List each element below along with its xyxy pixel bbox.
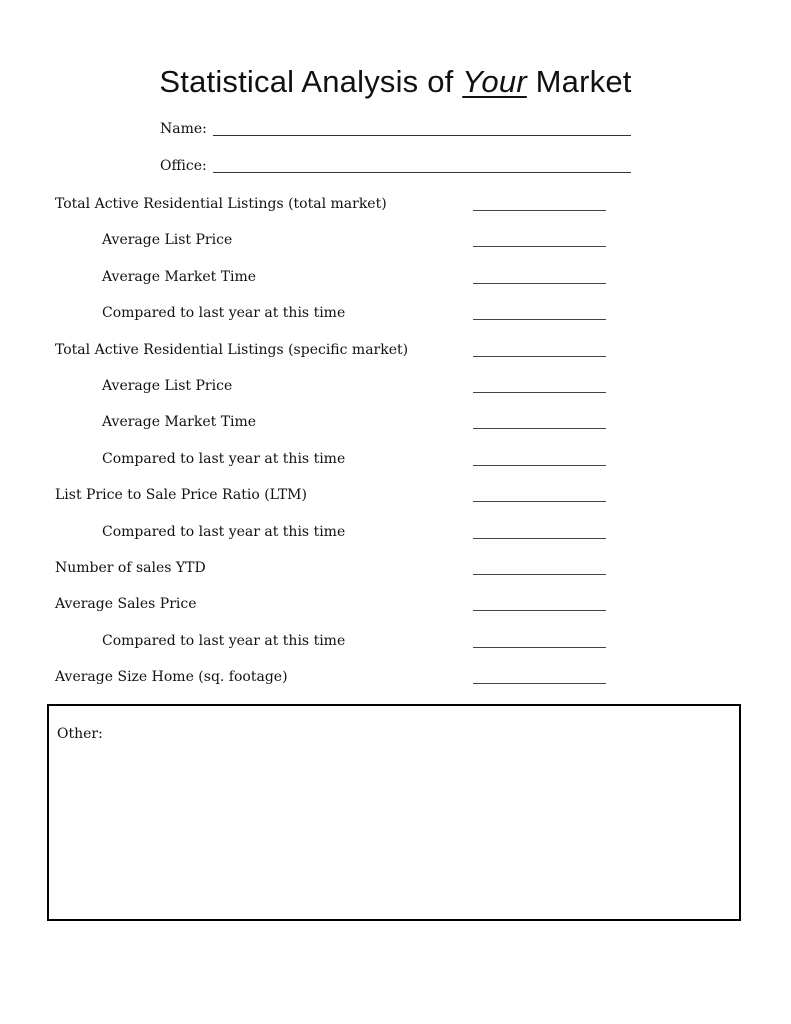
- stat-row: [0, 303, 791, 327]
- stat-label: Compared to last year at this time: [102, 524, 346, 540]
- name-label: Name:: [160, 121, 207, 137]
- stat-label: Compared to last year at this time: [102, 305, 346, 321]
- stat-row: [0, 412, 791, 436]
- stat-answer-line[interactable]: [473, 538, 606, 539]
- stat-row: [0, 485, 791, 509]
- stat-label: Average Market Time: [102, 414, 257, 430]
- stat-row: [0, 340, 791, 364]
- stat-answer-line[interactable]: [473, 283, 606, 284]
- other-label: Other:: [57, 726, 103, 742]
- stat-row: [0, 667, 791, 691]
- title-suffix: Market: [526, 64, 632, 99]
- other-notes-box[interactable]: [47, 704, 741, 921]
- stat-label: Average Size Home (sq. footage): [55, 669, 288, 685]
- stat-answer-line[interactable]: [473, 210, 606, 211]
- name-field[interactable]: [213, 135, 631, 136]
- stat-label: Average Market Time: [102, 269, 257, 285]
- stat-answer-line[interactable]: [473, 428, 606, 429]
- stat-answer-line[interactable]: [473, 647, 606, 648]
- stat-answer-line[interactable]: [473, 465, 606, 466]
- stat-row: [0, 522, 791, 546]
- office-label: Office:: [160, 158, 207, 174]
- stat-answer-line[interactable]: [473, 683, 606, 684]
- stat-label: List Price to Sale Price Ratio (LTM): [55, 487, 307, 503]
- page-title: [0, 64, 791, 100]
- stat-answer-line[interactable]: [473, 392, 606, 393]
- stat-row: [0, 376, 791, 400]
- stat-label: Compared to last year at this time: [102, 633, 346, 649]
- title-emphasis: Your: [462, 64, 527, 99]
- office-field[interactable]: [213, 172, 631, 173]
- title-prefix: Statistical Analysis of: [159, 64, 463, 99]
- stat-answer-line[interactable]: [473, 610, 606, 611]
- stat-row: [0, 558, 791, 582]
- stat-answer-line[interactable]: [473, 501, 606, 502]
- stat-label: Total Active Residential Listings (total market): [55, 196, 387, 212]
- stat-row: [0, 631, 791, 655]
- stat-row: [0, 449, 791, 473]
- stat-label: Number of sales YTD: [55, 560, 206, 576]
- stat-row: [0, 594, 791, 618]
- stat-label: Average List Price: [102, 232, 233, 248]
- stat-row: [0, 194, 791, 218]
- stat-answer-line[interactable]: [473, 356, 606, 357]
- stat-row: [0, 267, 791, 291]
- stat-label: Average List Price: [102, 378, 233, 394]
- stat-answer-line[interactable]: [473, 246, 606, 247]
- stat-label: Total Active Residential Listings (specific market): [55, 342, 409, 358]
- stat-row: [0, 230, 791, 254]
- stat-label: Average Sales Price: [55, 596, 197, 612]
- stat-answer-line[interactable]: [473, 574, 606, 575]
- stat-label: Compared to last year at this time: [102, 451, 346, 467]
- stat-answer-line[interactable]: [473, 319, 606, 320]
